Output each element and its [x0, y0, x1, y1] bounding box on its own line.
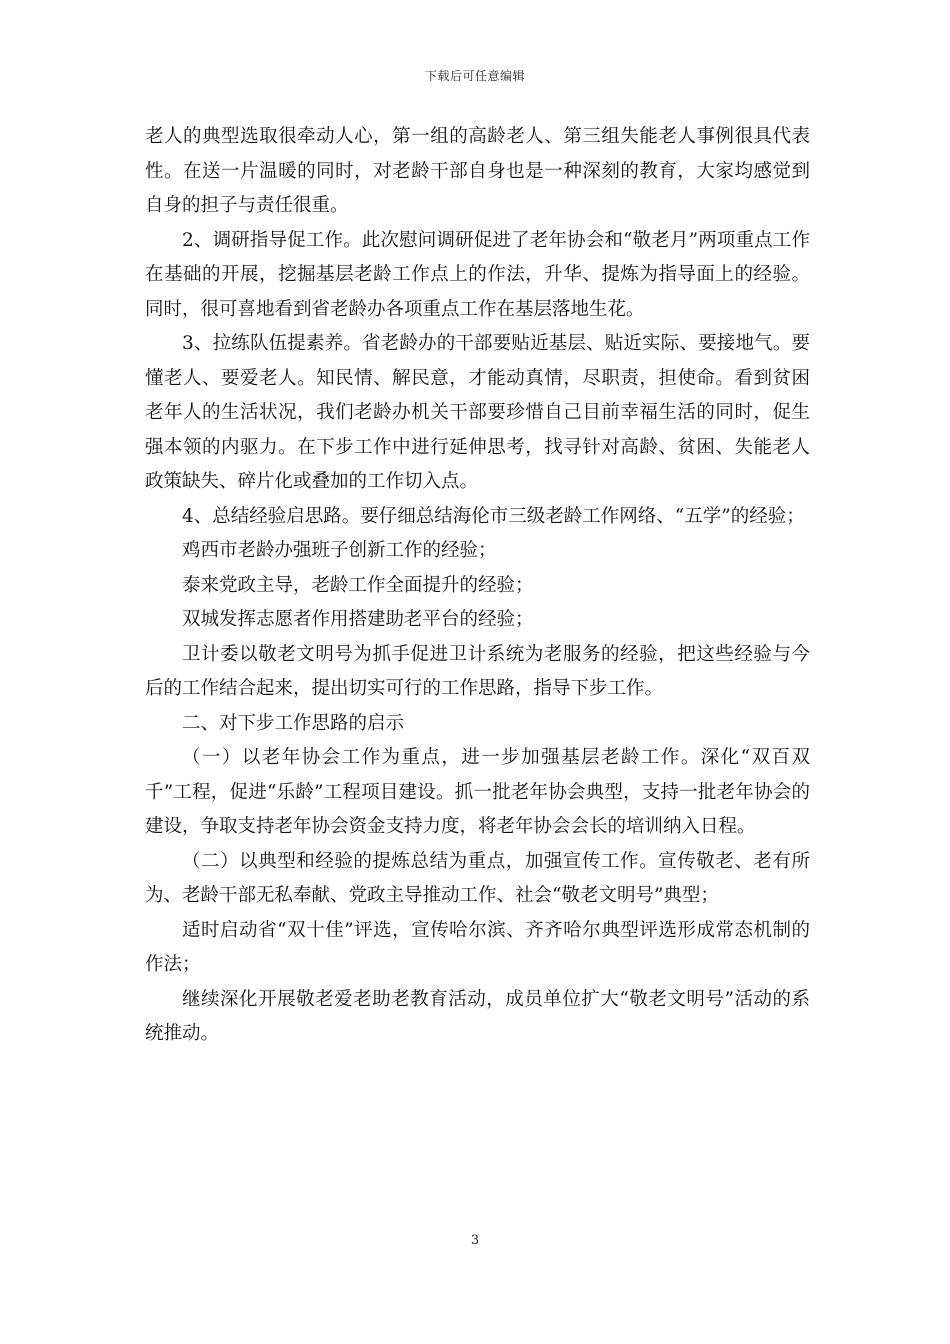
- document-body: [145, 120, 810, 1052]
- paragraph-11: （二）以典型和经验的提炼总结为重点，加强宣传工作。宣传敬老、老有所为、老龄干部无私奉献、党政主导推动工作、社会“敬老文明号”典型；: [145, 850, 810, 906]
- section-heading: 二、对下步工作思路的启示: [182, 712, 405, 734]
- paragraph-8: 卫计委以敬老文明号为抓手促进卫计系统为老服务的经验，把这些经验与今后的工作结合起来，提出切实可行的工作思路，指导下步工作。: [145, 643, 810, 699]
- paragraph-1: 老人的典型选取很牵动人心，第一组的高龄老人、第三组失能老人事例很具代表性。在送一片温暖的同时，对老龄干部自身也是一种深刻的教育，大家均感觉到自身的担子与责任很重。: [145, 126, 810, 216]
- paragraph-4: 4、总结经验启思路。要仔细总结海伦市三级老龄工作网络、“五学”的经验；: [182, 505, 805, 527]
- paragraph-5: 鸡西市老龄办强班子创新工作的经验；: [182, 540, 497, 561]
- paragraph-2: 2、调研指导促工作。此次慰问调研促进了老年协会和“敬老月”两项重点工作在基础的开展，挖掘基层老龄工作点上的作法，升华、提炼为指导面上的经验。同时，很可喜地看到省老龄办各项重点工作在基层落地生花。: [145, 229, 810, 320]
- header-note: 下载后可任意编辑: [424, 69, 525, 83]
- paragraph-7: 双城发挥志愿者作用搭建助老平台的经验；: [182, 609, 534, 630]
- paragraph-13: 继续深化开展敬老爱老助老教育活动，成员单位扩大“敬老文明号”活动的系统推动。: [145, 988, 810, 1044]
- paragraph-3: 3、拉练队伍提素养。省老龄办的干部要贴近基层、贴近实际、要接地气。要懂老人、要爱老人。知民情、解民意，才能动真情，尽职责，担使命。看到贫困老年人的生活状况，我们老龄办机关干部要珍惜自己目前幸福生活的同时，促生强本领的内驱力。在下步工作中进行延伸思考，找寻针对高龄、贫困、失能老人政策缺失、碎片化或叠加的工作切入点。: [145, 333, 810, 492]
- page-number: 3: [470, 1233, 480, 1248]
- paragraph-10: （一）以老年协会工作为重点，进一步加强基层老龄工作。深化“双百双千”工程，促进“乐龄”工程项目建设。抓一批老年协会典型，支持一批老年协会的建设，争取支持老年协会资金支持力度，将老年协会会长的培训纳入日程。: [145, 747, 810, 837]
- paragraph-12: 适时启动省“双十佳”评选，宣传哈尔滨、齐齐哈尔典型评选形成常态机制的作法；: [145, 919, 810, 975]
- paragraph-6: 泰来党政主导，老龄工作全面提升的经验；: [182, 574, 534, 596]
